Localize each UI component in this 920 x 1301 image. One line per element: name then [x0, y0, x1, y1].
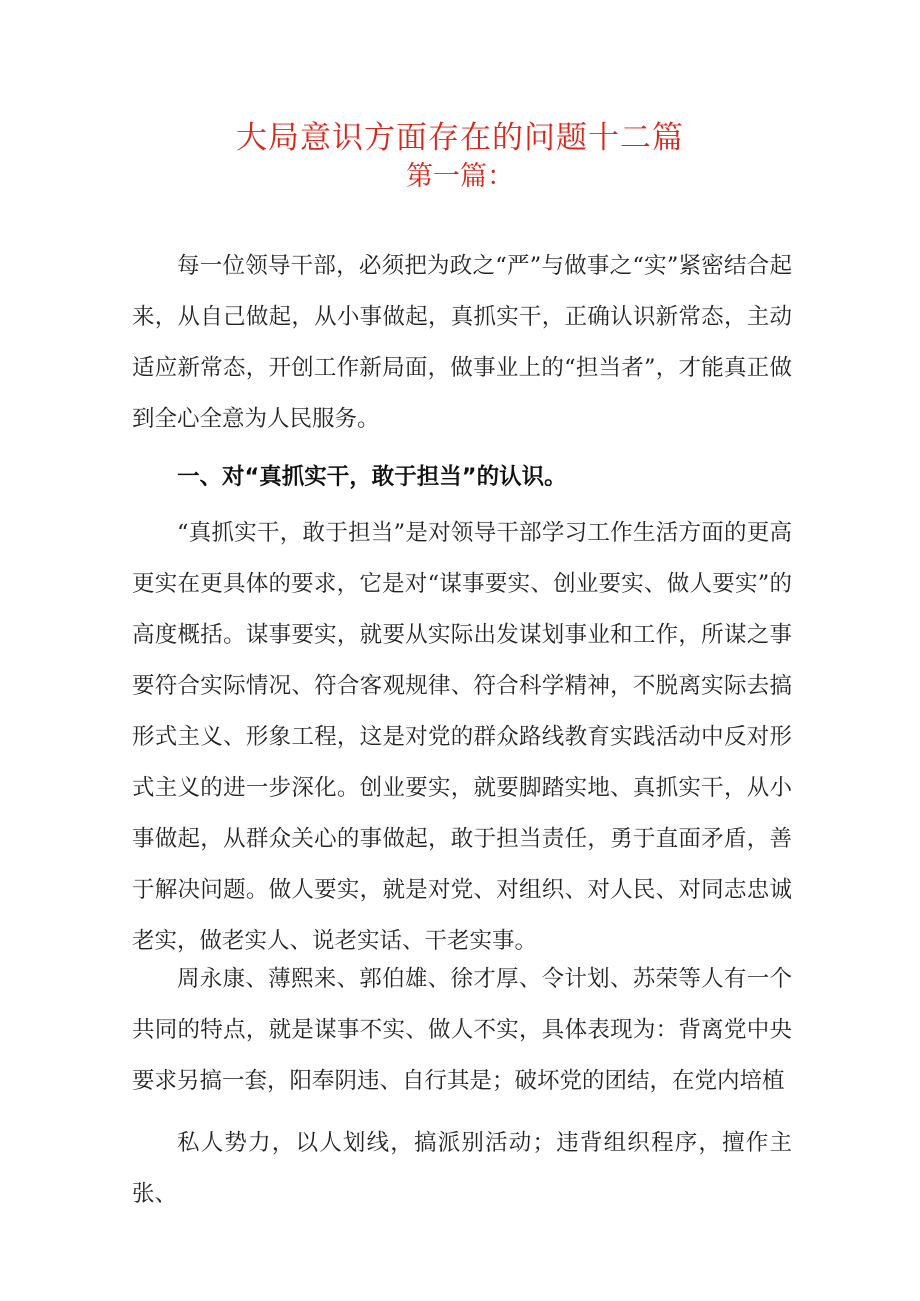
- section-heading: 一、对“真抓实干，敢于担当”的认识。: [177, 464, 567, 490]
- document-title: 大局意识方面存在的问题十二篇: [236, 120, 684, 156]
- paragraph-understanding: “真抓实干，敢于担当”是对领导干部学习工作生活方面的更高更实在更具体的要求，它是对“谋事要实、创业要实、做人要实”的高度概括。谋事要实，就要从实际出发谋划事业和工作，所谋之事要符合实际情况、符合客观规律、符合科学精神，不脱离实际去搞形式主义、形象工程，这是对党的群众路线教育实践活动中反对形式主义的进一步深化。创业要实，就要脚踏实地、真抓实干，从小事做起，从群众关心的事做起，敢于担当责任，勇于直面矛盾，善于解决问题。做人要实，就是对党、对组织、对人民、对同志忠诚老实，做老实人、说老实话、干老实事。: [132, 520, 792, 954]
- paragraph-continuation: 私人势力，以人划线，搞派别活动；违背组织程序，擅作主张、: [132, 1130, 792, 1207]
- paragraph-examples: 周永康、薄熙来、郭伯雄、徐才厚、令计划、苏荣等人有一个共同的特点，就是谋事不实、做人不实，具体表现为：背离党中央要求另搞一套，阳奉阴违、自行其是；破坏党的团结，在党内培植: [132, 966, 792, 1094]
- paragraph-intro: 每一位领导干部，必须把为政之“严”与做事之“实”紧密结合起来，从自己做起，从小事做起，真抓实干，正确认识新常态，主动适应新常态，开创工作新局面，做事业上的“担当者”，才能真正做到全心全意为人民服务。: [132, 253, 792, 432]
- document-subtitle: 第一篇：: [406, 161, 514, 192]
